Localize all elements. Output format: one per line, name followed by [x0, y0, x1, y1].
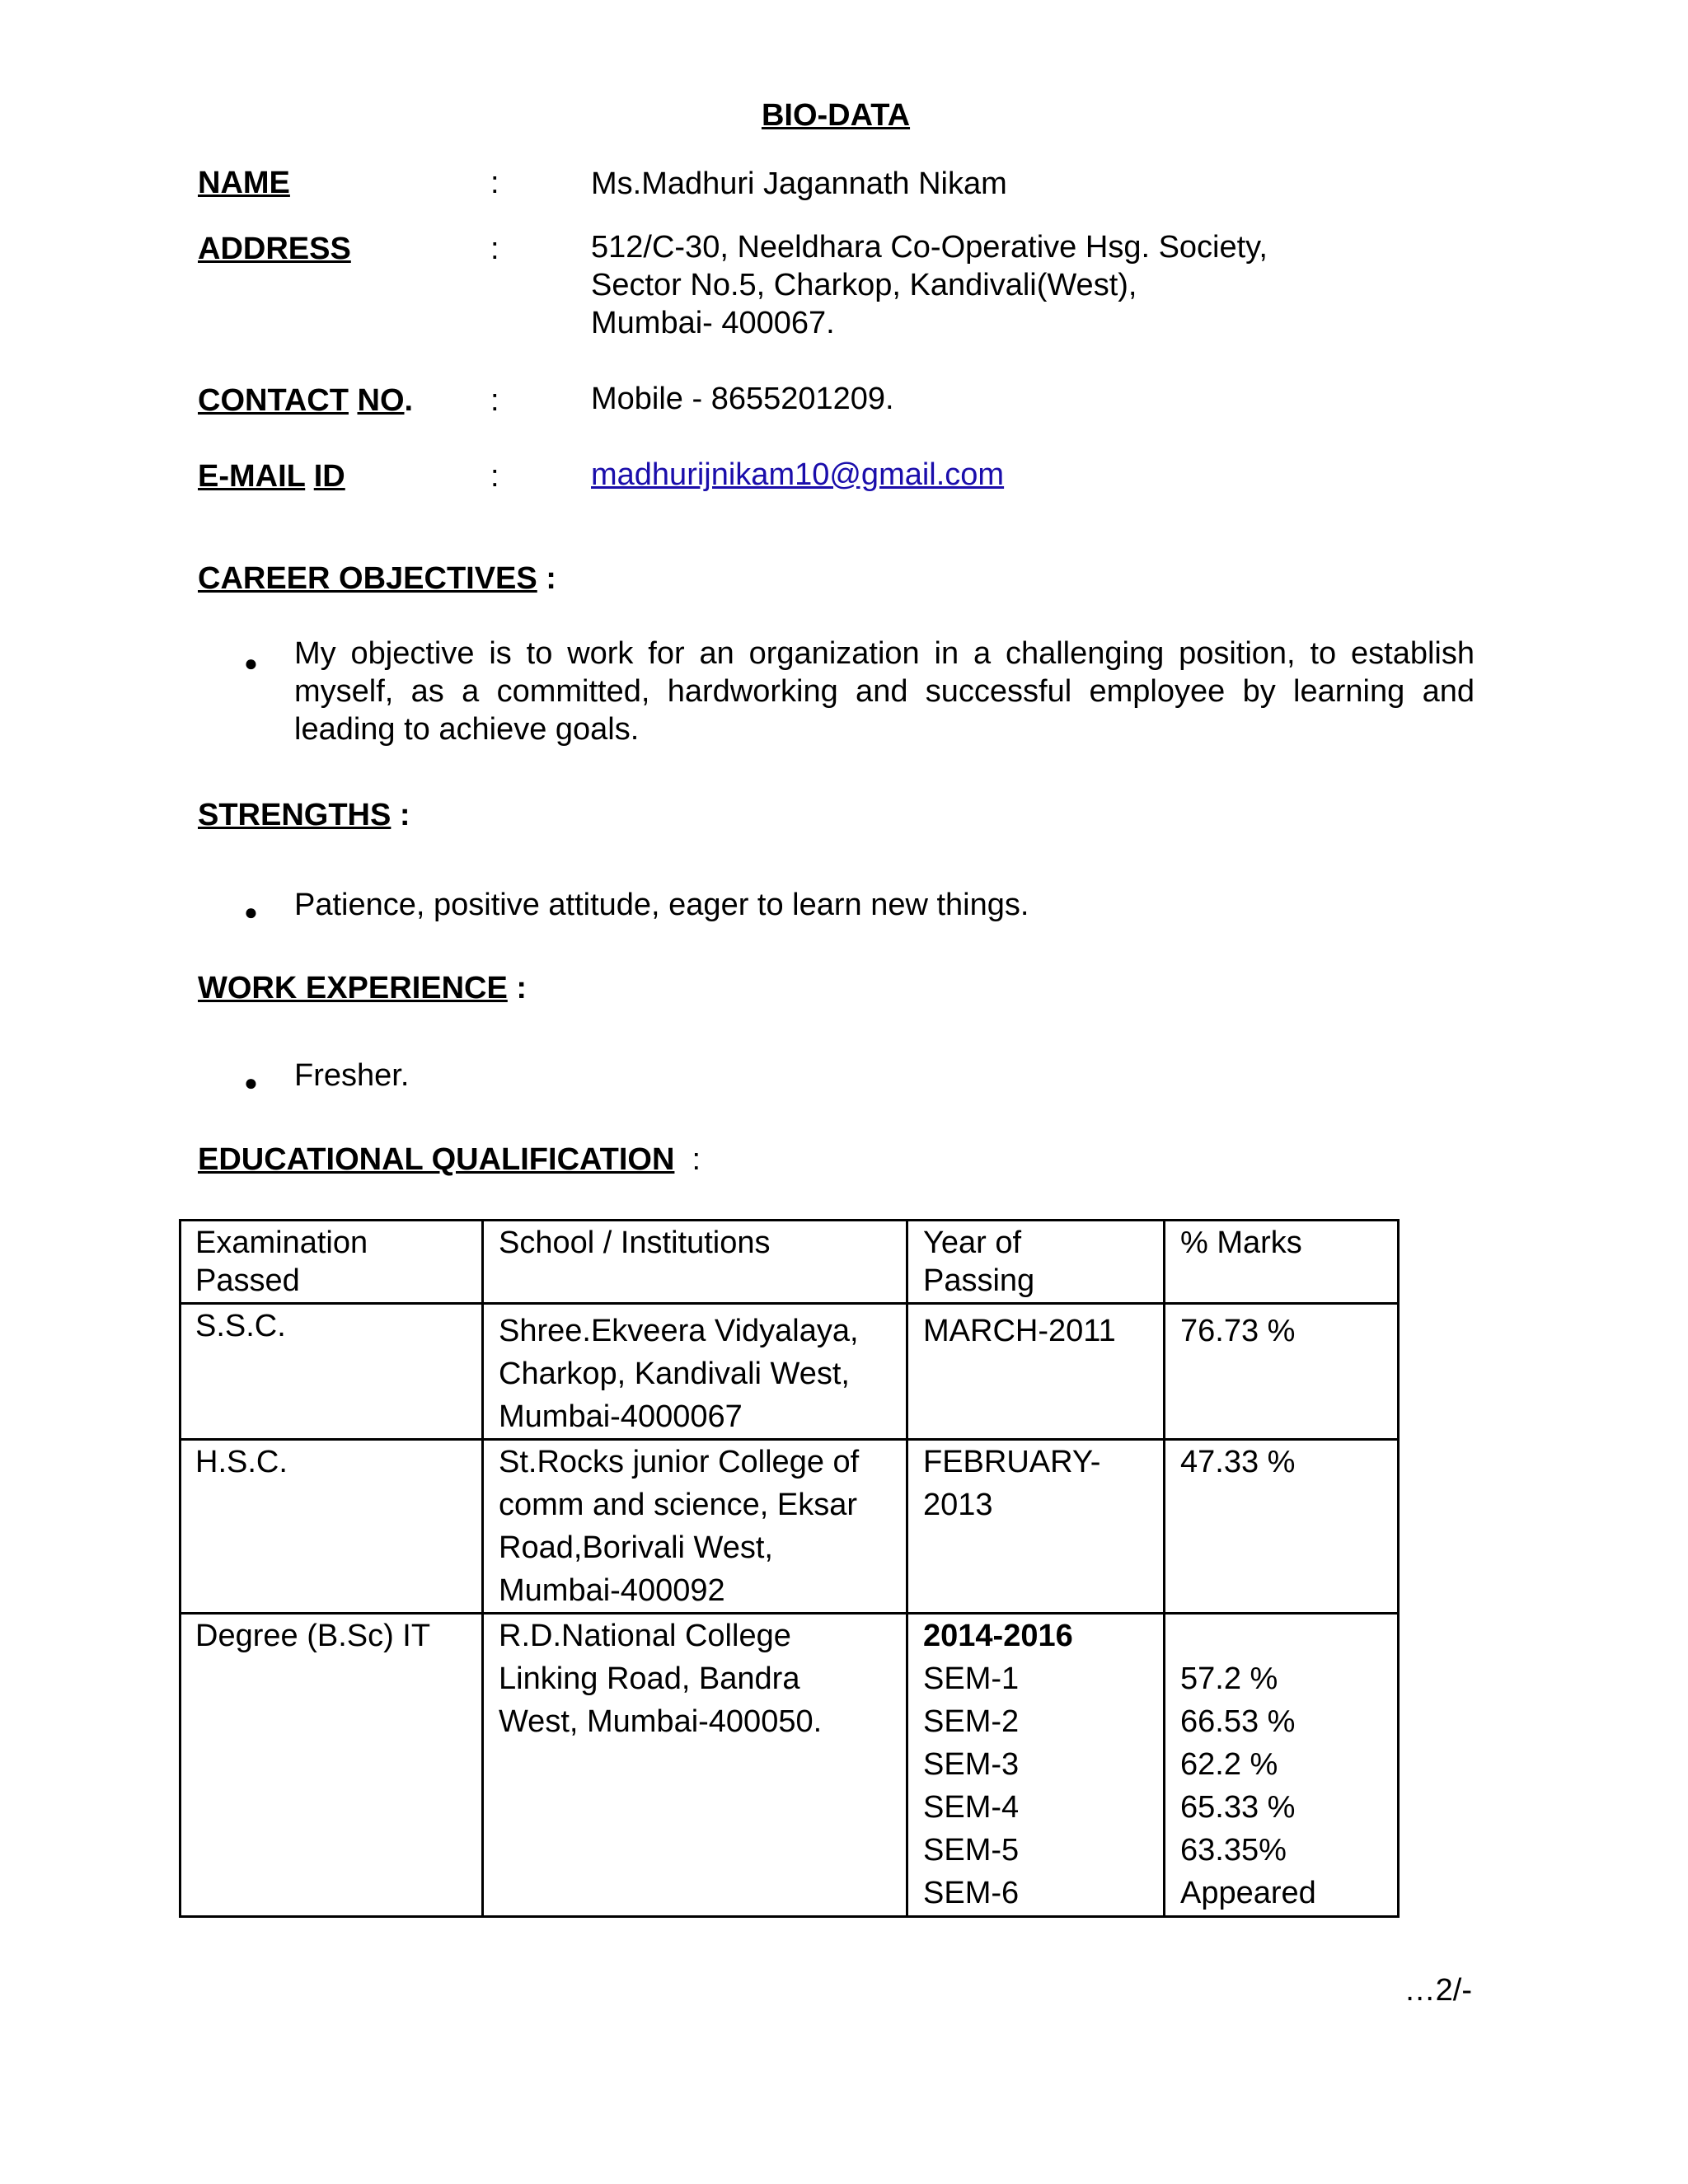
header-cell: Year of Passing	[907, 1221, 1165, 1304]
page-number: …2/-	[1404, 1973, 1472, 2008]
email-link[interactable]: madhurijnikam10@gmail.com	[591, 457, 1005, 492]
year-cell: MARCH-2011	[907, 1304, 1165, 1440]
career-objectives-text: My objective is to work for an organization in a challenging position, to establish myself, as a committed, hardworking and successful employee by learning and leading to achieve goals.	[294, 636, 1475, 747]
address-colon: :	[490, 232, 499, 266]
strengths-heading: STRENGTHS :	[198, 798, 410, 832]
name-label: NAME	[198, 166, 290, 200]
year-cell: 2014-2016 SEM-1 SEM-2 SEM-3 SEM-4 SEM-5 SEM-6	[907, 1614, 1165, 1917]
school-cell: Shree.Ekveera Vidyalaya, Charkop, Kandivali West, Mumbai-4000067	[483, 1304, 907, 1440]
contact-label: CONTACT NO.	[198, 383, 414, 418]
bullet-icon: ●	[244, 899, 258, 925]
bullet-icon: ●	[244, 1070, 258, 1095]
page-title: BIO-DATA	[761, 98, 911, 133]
email-label-word: E-MAIL	[198, 459, 306, 494]
career-objectives-heading: CAREER OBJECTIVES :	[198, 561, 556, 596]
table-row	[181, 1614, 1399, 1917]
table-row	[181, 1440, 1399, 1614]
address-label: ADDRESS	[198, 232, 351, 266]
address-value	[591, 228, 1268, 342]
work-experience-heading: WORK EXPERIENCE :	[198, 971, 528, 1005]
name-colon: :	[490, 166, 499, 200]
marks-cell: 47.33 %	[1165, 1440, 1399, 1614]
email-colon: :	[490, 459, 499, 494]
contact-value: Mobile - 8655201209.	[591, 382, 894, 416]
table-row	[181, 1304, 1399, 1440]
exam-cell: S.S.C.	[181, 1304, 483, 1440]
career-objectives-title: CAREER OBJECTIVES	[198, 561, 537, 596]
bullet-icon: ●	[244, 650, 258, 676]
marks-cell: 57.2 % 66.53 % 62.2 % 65.33 % 63.35% Appeared	[1165, 1614, 1399, 1917]
address-line: Mumbai- 400067.	[591, 306, 835, 340]
address-line: Sector No.5, Charkop, Kandivali(West),	[591, 268, 1137, 302]
education-title: EDUCATIONAL QUALIFICATION	[198, 1142, 675, 1177]
email-label	[198, 458, 345, 496]
marks-cell: 76.73 %	[1165, 1304, 1399, 1440]
school-cell: R.D.National College Linking Road, Bandra West, Mumbai-400050.	[483, 1614, 907, 1917]
exam-cell: Degree (B.Sc) IT	[181, 1614, 483, 1917]
exam-cell: H.S.C.	[181, 1440, 483, 1614]
address-line: 512/C-30, Neeldhara Co-Operative Hsg. Society,	[591, 230, 1268, 265]
header-cell: School / Institutions	[483, 1221, 907, 1304]
table-header-row	[181, 1221, 1399, 1304]
name-value: Ms.Madhuri Jagannath Nikam	[591, 166, 1007, 201]
strengths-title: STRENGTHS	[198, 798, 392, 832]
contact-label-word: CONTACT	[198, 383, 349, 418]
school-cell: St.Rocks junior College of comm and science, Eksar Road,Borivali West, Mumbai-400092	[483, 1440, 907, 1614]
strengths-text: Patience, positive attitude, eager to learn new things.	[294, 888, 1029, 922]
work-experience-text: Fresher.	[294, 1058, 410, 1093]
work-experience-title: WORK EXPERIENCE	[198, 971, 508, 1005]
year-cell: FEBRUARY- 2013	[907, 1440, 1165, 1614]
header-cell: Examination Passed	[181, 1221, 483, 1304]
email-value	[591, 456, 1004, 494]
contact-colon: :	[490, 383, 499, 418]
education-heading: EDUCATIONAL QUALIFICATION :	[198, 1142, 701, 1177]
contact-label-word: NO	[357, 383, 405, 418]
email-label-word: ID	[313, 459, 345, 494]
header-cell: % Marks	[1165, 1221, 1399, 1304]
education-table	[179, 1219, 1400, 1918]
